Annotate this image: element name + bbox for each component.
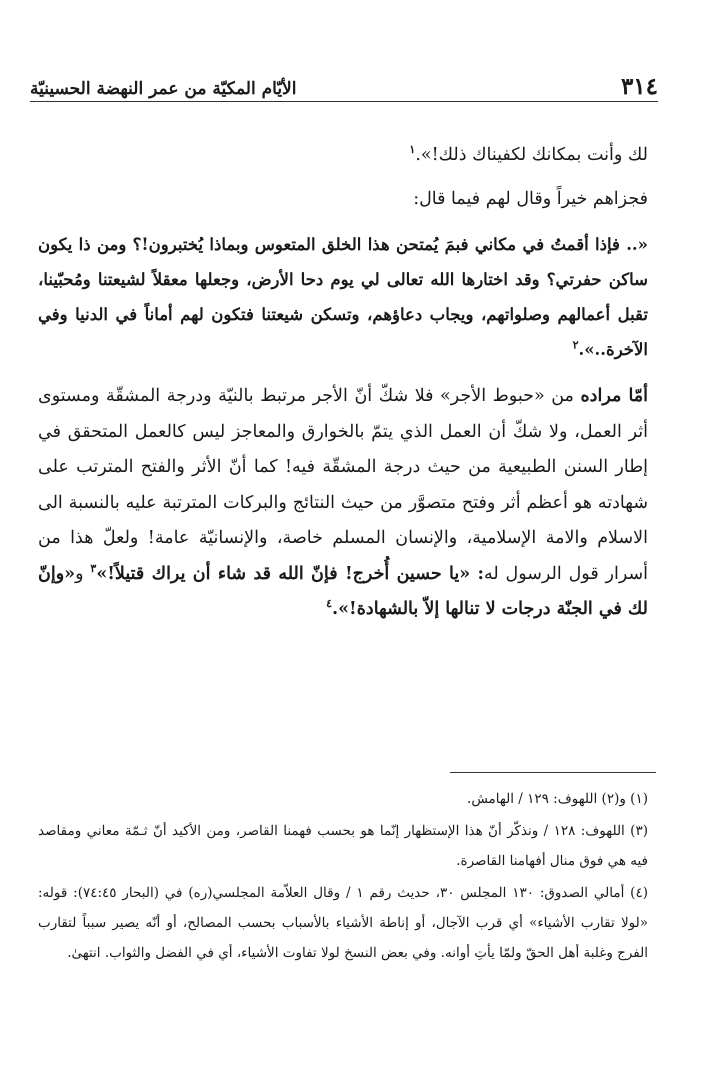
page-header xyxy=(30,58,658,98)
footnote-3: (٣) اللهوف: ١٢٨ / ونذكّر أنّ هذا الإستظهار إنّما هو بحسب فهمنا القاصر، ومن الأكيد أنّ ثـمّة معاني ومقاصد فيه هي فوق منال أفهامنا القاصرة. xyxy=(38,823,648,869)
conjunction: و xyxy=(75,563,91,584)
footnote-ref-4: ٤ xyxy=(326,597,333,611)
quote-paragraph xyxy=(38,227,648,367)
footnote-ref-2: ٢ xyxy=(572,338,579,352)
hadith-2: «وإنّ لك في الجنّة درجات لا تنالها إلاّ بالشهادة!». xyxy=(38,563,648,619)
footnote-ref-3: ٣ xyxy=(90,561,97,575)
header-rule xyxy=(30,101,658,102)
said-paragraph xyxy=(38,182,648,218)
footnotes xyxy=(38,784,648,970)
intro-text: لك وأنت بمكانك لكفيناك ذلك!». xyxy=(415,145,648,165)
body-text xyxy=(38,138,648,628)
main-text: من «حبوط الأجر» فلا شكّ أنّ الأجر مرتبط بالنيّة ودرجة المشقّة ومستوى أثر العمل، ولا شكّ أن العمل الذي يتمّ بالخوارق والمعاجز ليس كالعمل المتحقق في إطار السنن الطبيعية من حيث درجة المشقّة فيه! كما أنّ الأثر والفتح المترتب على شهادته xyxy=(38,386,648,513)
main-lead: أمّا مراده xyxy=(580,386,649,406)
said-text: فجزاهم خيراً وقال لهم فيما قال: xyxy=(413,188,648,209)
footnote-rule xyxy=(450,772,656,773)
footnote-1: (١) و(٢) اللهوف: ١٢٩ / الهامش. xyxy=(467,791,648,807)
intro-paragraph xyxy=(38,138,648,174)
running-title: الأيّام المكيّة من عمر النهضة الحسينيّة xyxy=(30,79,297,99)
quote-text: «.. فإذا أقمتُ في مكاني فبمَ يُمتحن هذا الخلق المتعوس وبماذا يُختبرون!؟ ومن ذا يكون ساكن حفرتي؟ وقد اختارها الله تعالى لي يوم دحا الأرض، وجعلها معقلاً لشيعتنا ومُحبّينا، تقبل أعمالهم وصلواتهم، ويجاب دعاؤهم، وتسكن شيعتنا فتكون لهم أماناً في الدنيا وفي الآخرة..». xyxy=(38,235,648,359)
footnote-ref-1: ١ xyxy=(409,143,416,157)
hadith-1: : «يا حسين أُخرج! فإنّ الله قد شاء أن يراك قتيلاً!» xyxy=(96,563,484,584)
main-text-2: هو أعظم أثر وفتح متصوَّر من حيث النتائج والبركات المترتبة عليه بالنسبة الى الاسلام والامة الإسلامية، والإنسان المسلم خاصة، والإنسانيّة عامة! ولعلّ هذا من أسرار قول الرسول xyxy=(38,492,649,584)
footnote-4: (٤) أمالي الصدوق: ١٣٠ المجلس ٣٠، حديث رقم ١ / وقال العلاّمة المجلسي(ره) في (البحار ٧٤:٤٥): قوله: «لولا تقارب الأشياء» أي قرب الآجال، أو إناطة الأشياء بالأسباب بحسب المصالح، أو أنّه يصير سبباً لتقارب الفرج وغلبة أهل الحقّ ولمّا يأتِ أوانه. وفي بعض النسخ لولا تفاوت الأشياء، أي في الفضل والثواب. انتهىٰ. xyxy=(38,885,648,961)
main-paragraph xyxy=(38,379,648,628)
main-text-3: له xyxy=(483,563,506,584)
page-number: ٣١٤ xyxy=(620,73,658,100)
